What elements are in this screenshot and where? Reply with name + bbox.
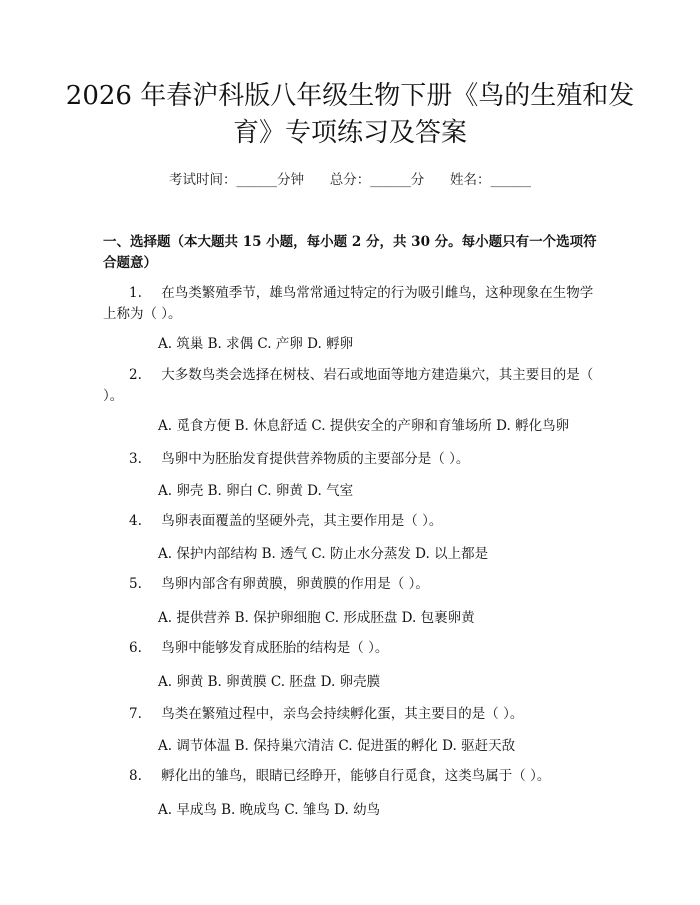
question-stem: 鸟卵中能够发育成胚胎的结构是（ ）。 xyxy=(161,640,389,656)
question-number: 3. xyxy=(129,451,142,467)
question-8 xyxy=(103,766,603,787)
question-4-options: A. 保护内部结构 B. 透气 C. 防止水分蒸发 D. 以上都是 xyxy=(158,546,489,562)
question-2 xyxy=(103,365,603,407)
question-7 xyxy=(103,704,603,725)
question-number: 8. xyxy=(129,768,142,784)
question-3 xyxy=(103,449,603,470)
question-number: 4. xyxy=(129,513,142,529)
question-5 xyxy=(103,574,603,595)
question-stem: 孵化出的雏鸟，眼睛已经睁开，能够自行觅食，这类鸟属于（ ）。 xyxy=(161,768,551,784)
question-number: 2. xyxy=(129,367,142,383)
exam-info-line: 考试时间：______分钟 总分：______分 姓名：______ xyxy=(169,172,531,188)
question-number: 1. xyxy=(129,285,142,301)
question-8-options: A. 早成鸟 B. 晚成鸟 C. 雏鸟 D. 幼鸟 xyxy=(158,802,381,818)
question-stem: 大多数鸟类会选择在树枝、岩石或地面等地方建造巢穴，其主要目的是（ ）。 xyxy=(103,367,594,404)
question-stem: 鸟卵表面覆盖的坚硬外壳，其主要作用是（ ）。 xyxy=(161,513,443,529)
document-title: 2026 年春沪科版八年级生物下册《鸟的生殖和发育》专项练习及答案 xyxy=(65,81,635,148)
question-4 xyxy=(103,511,603,532)
question-6 xyxy=(103,638,603,659)
question-stem: 鸟卵中为胚胎发育提供营养物质的主要部分是（ ）。 xyxy=(161,451,470,467)
question-3-options: A. 卵壳 B. 卵白 C. 卵黄 D. 气室 xyxy=(158,483,354,499)
question-1-options: A. 筑巢 B. 求偶 C. 产卵 D. 孵卵 xyxy=(158,336,354,352)
question-number: 7. xyxy=(129,706,142,722)
question-2-options: A. 觅食方便 B. 休息舒适 C. 提供安全的产卵和育雏场所 D. 孵化鸟卵 xyxy=(158,418,570,434)
question-stem: 鸟卵内部含有卵黄膜，卵黄膜的作用是（ ）。 xyxy=(161,576,429,592)
question-number: 6. xyxy=(129,640,142,656)
question-number: 5. xyxy=(129,576,142,592)
section-heading: 一、选择题（本大题共 15 小题，每小题 2 分，共 30 分。每小题只有一个选项符合题意） xyxy=(103,234,597,271)
question-6-options: A. 卵黄 B. 卵黄膜 C. 胚盘 D. 卵壳膜 xyxy=(158,674,381,690)
question-stem: 鸟类在繁殖过程中，亲鸟会持续孵化蛋，其主要目的是（ ）。 xyxy=(161,706,524,722)
question-1 xyxy=(103,283,603,325)
question-stem: 在鸟类繁殖季节，雄鸟常常通过特定的行为吸引雌鸟，这种现象在生物学上称为（ ）。 xyxy=(103,285,594,322)
question-7-options: A. 调节体温 B. 保持巢穴清洁 C. 促进蛋的孵化 D. 驱赶天敌 xyxy=(158,738,516,754)
question-5-options: A. 提供营养 B. 保护卵细胞 C. 形成胚盘 D. 包裹卵黄 xyxy=(158,610,475,626)
